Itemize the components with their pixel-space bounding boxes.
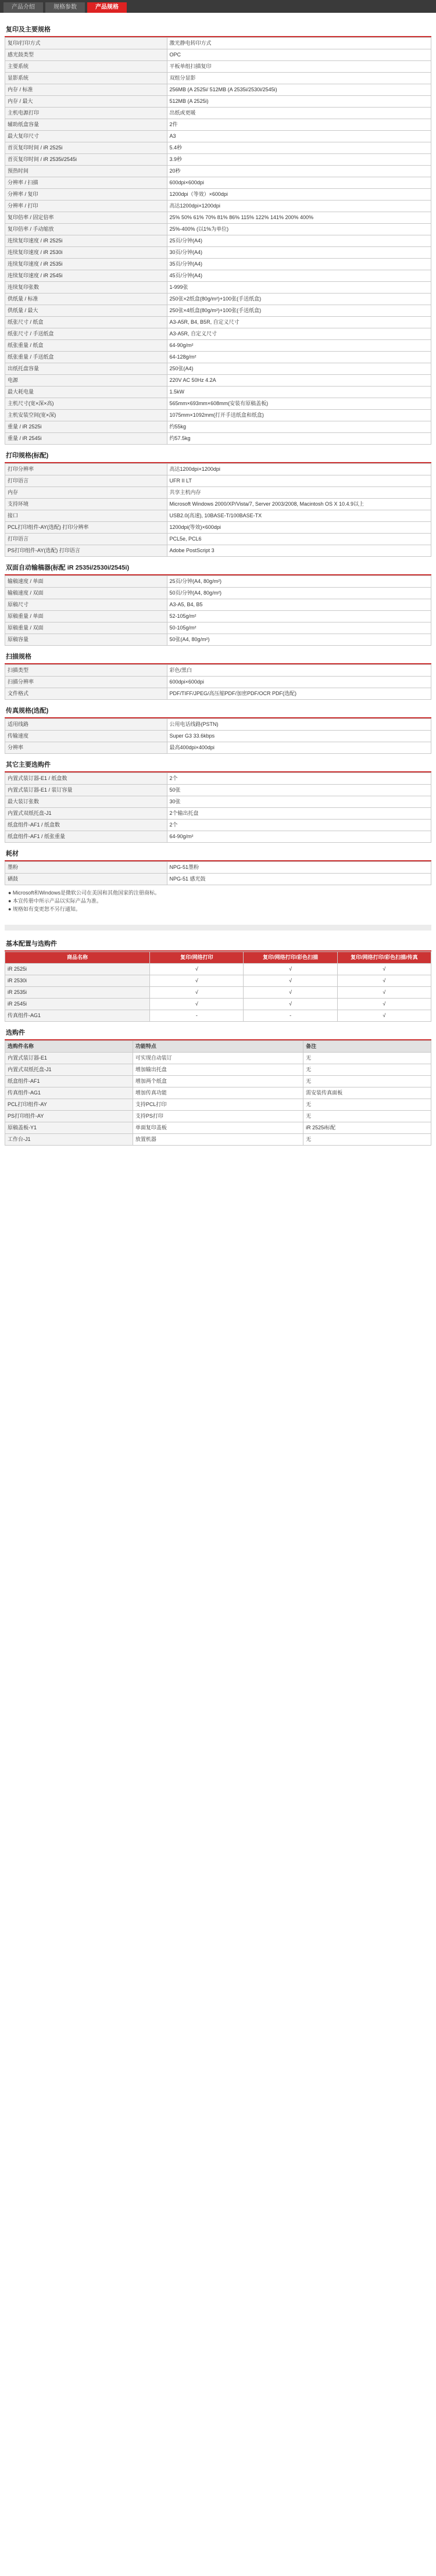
- row-label: 支持环境: [5, 499, 167, 510]
- row-value: 64-128g/m²: [167, 352, 431, 363]
- row-value: 2件: [167, 119, 431, 131]
- row-value: -: [244, 1010, 337, 1022]
- row-value: 25页/分钟(A4): [167, 235, 431, 247]
- row-label: 输稿速度 / 双面: [5, 588, 167, 599]
- row-value: 公用电话线路(PSTN): [167, 719, 431, 731]
- row-label: 纸张重量 / 纸盒: [5, 340, 167, 352]
- table-row: [5, 499, 431, 510]
- summary-header-cell: 商品名称: [5, 952, 150, 964]
- row-value: 无: [303, 1064, 431, 1076]
- row-value: 彩色/黑白: [167, 665, 431, 677]
- row-label: 复印倍率 / 固定倍率: [5, 212, 167, 224]
- opt-header-cell: 选购件名称: [5, 1041, 133, 1053]
- row-value: 放置机器: [133, 1134, 303, 1146]
- row-value: 增加输出托盘: [133, 1064, 303, 1076]
- table-row: [5, 475, 431, 487]
- row-value: 双组分显影: [167, 73, 431, 84]
- table-row: [5, 1111, 431, 1122]
- row-label: 内置式双纸托盘-J1: [5, 808, 167, 820]
- table-row: [5, 282, 431, 294]
- table-row: [5, 108, 431, 119]
- row-value: 高达1200dpi×1200dpi: [167, 201, 431, 212]
- row-label: 打印语言: [5, 534, 167, 545]
- row-value: PDF/TIFF/JPEG/高压缩PDF/加密PDF/OCR PDF(选配): [167, 688, 431, 700]
- table-row: [5, 808, 431, 820]
- row-label: iR 2530i: [5, 975, 150, 987]
- table-row: [5, 987, 431, 999]
- row-label: iR 2545i: [5, 999, 150, 1010]
- row-value: A3-A5, B4, B5: [167, 599, 431, 611]
- row-value: √: [337, 975, 431, 987]
- table-row: [5, 328, 431, 340]
- table-row: [5, 235, 431, 247]
- table-row: [5, 634, 431, 646]
- table-row: [5, 119, 431, 131]
- table-row: [5, 38, 431, 49]
- row-value: 共享主机内存: [167, 487, 431, 499]
- row-label: 连续复印速度 / iR 2530i: [5, 247, 167, 259]
- row-label: 首页复印时间 / iR 2525i: [5, 142, 167, 154]
- table-row: [5, 464, 431, 475]
- table-row: [5, 166, 431, 177]
- table-row: [5, 1076, 431, 1087]
- table-row: [5, 317, 431, 328]
- row-value: 最高400dpi×400dpi: [167, 742, 431, 754]
- row-label: 内存 / 标准: [5, 84, 167, 96]
- row-label: 墨粉: [5, 862, 167, 874]
- row-label: 传输速度: [5, 731, 167, 742]
- row-label: 内存 / 最大: [5, 96, 167, 108]
- content: [0, 13, 436, 1146]
- tab-bar: [0, 0, 436, 13]
- row-label: 电源: [5, 375, 167, 387]
- row-label: 原稿盖板-Y1: [5, 1122, 133, 1134]
- table-row: [5, 588, 431, 599]
- footnote: ● 规格如有变更恕不另行通知。: [8, 906, 81, 912]
- table-row: [5, 665, 431, 677]
- row-label: iR 2535i: [5, 987, 150, 999]
- row-value: 单面复印盖板: [133, 1122, 303, 1134]
- row-value: 30张: [167, 796, 431, 808]
- row-value: 512MB (A 2525i): [167, 96, 431, 108]
- table-row: [5, 340, 431, 352]
- row-value: 64-90g/m²: [167, 831, 431, 843]
- table-row: [5, 599, 431, 611]
- row-label: 扫描分辨率: [5, 677, 167, 688]
- print-section-title: 打印规格(标配): [5, 448, 431, 463]
- row-label: 内存: [5, 487, 167, 499]
- row-value: 50页/分钟(A4, 80g/m²): [167, 588, 431, 599]
- row-label: 主机尺寸(宽×深×高): [5, 398, 167, 410]
- row-label: 最大复印尺寸: [5, 131, 167, 142]
- row-value: 45页/分钟(A4): [167, 270, 431, 282]
- table-row: [5, 61, 431, 73]
- table-row: [5, 964, 431, 975]
- row-value: A3-A5R, 自定义尺寸: [167, 328, 431, 340]
- row-value: 52-105g/m²: [167, 611, 431, 622]
- row-label: 感光鼓类型: [5, 49, 167, 61]
- row-label: 内置式装订器-E1 / 纸盒数: [5, 773, 167, 785]
- supply-section-title: 耗材: [5, 846, 431, 861]
- row-value: UFR II LT: [167, 475, 431, 487]
- row-label: 纸张重量 / 手送纸盒: [5, 352, 167, 363]
- table-row: [5, 259, 431, 270]
- summary-header-cell: 复印/网络打印/彩色扫描/传真: [337, 952, 431, 964]
- summary-header-cell: 复印/网络打印: [150, 952, 244, 964]
- row-value: Microsoft Windows 2000/XP/Vista/7, Server 2003/2008, Macintosh OS X 10.4.9以上: [167, 499, 431, 510]
- table-row: [5, 731, 431, 742]
- table-row: [5, 534, 431, 545]
- row-value: 无: [303, 1076, 431, 1087]
- summary-table: [5, 951, 431, 1022]
- row-label: 连续复印张数: [5, 282, 167, 294]
- row-value: 2个: [167, 773, 431, 785]
- row-value: 64-90g/m²: [167, 340, 431, 352]
- table-row: [5, 874, 431, 885]
- row-value: 无: [303, 1111, 431, 1122]
- row-value: √: [150, 999, 244, 1010]
- row-value: 25% 50% 61% 70% 81% 86% 115% 122% 141% 200% 400%: [167, 212, 431, 224]
- row-label: 传真组件-AG1: [5, 1087, 133, 1099]
- row-value: 平板单组扫描复印: [167, 61, 431, 73]
- tab-product-intro[interactable]: 产品介绍: [3, 2, 43, 13]
- table-row: [5, 688, 431, 700]
- row-label: 分辨率 / 复印: [5, 189, 167, 201]
- table-row: [5, 433, 431, 445]
- row-value: 250张(A4): [167, 363, 431, 375]
- row-value: 250张×4纸盒(80g/m²)+100张(手送纸盒): [167, 305, 431, 317]
- row-value: 50张: [167, 785, 431, 796]
- row-value: 需安装传真面板: [303, 1087, 431, 1099]
- row-value: 出纸或更暖: [167, 108, 431, 119]
- row-value: NPG-51 感光鼓: [167, 874, 431, 885]
- row-label: 原稿容量: [5, 634, 167, 646]
- row-label: iR 2525i: [5, 964, 150, 975]
- row-value: 约57.5kg: [167, 433, 431, 445]
- row-value: 220V AC 50Hz 4.2A: [167, 375, 431, 387]
- row-value: 高达1200dpi×1200dpi: [167, 464, 431, 475]
- row-value: √: [337, 987, 431, 999]
- table-row: [5, 154, 431, 166]
- table-row: [5, 410, 431, 421]
- table-row: [5, 831, 431, 843]
- table-row: [5, 201, 431, 212]
- row-label: 分辨率 / 扫描: [5, 177, 167, 189]
- table-row: [5, 487, 431, 499]
- table-row: [5, 1134, 431, 1146]
- row-label: PS打印组件-AY: [5, 1111, 133, 1122]
- table-row: [5, 862, 431, 874]
- row-label: 文件格式: [5, 688, 167, 700]
- table-row: [5, 270, 431, 282]
- row-value: A3-A5R, B4, B5R, 自定义尺寸: [167, 317, 431, 328]
- row-value: √: [244, 999, 337, 1010]
- table-row: [5, 1064, 431, 1076]
- row-value: √: [150, 975, 244, 987]
- table-row: [5, 84, 431, 96]
- row-label: 纸张尺寸 / 纸盒: [5, 317, 167, 328]
- row-label: 原稿重量 / 单面: [5, 611, 167, 622]
- table-row: [5, 294, 431, 305]
- row-value: -: [150, 1010, 244, 1022]
- table-row: [5, 212, 431, 224]
- row-label: 复印倍率 / 手动缩放: [5, 224, 167, 235]
- row-value: 35页/分钟(A4): [167, 259, 431, 270]
- row-value: √: [244, 975, 337, 987]
- row-value: 30页/分钟(A4): [167, 247, 431, 259]
- row-label: 最大装订张数: [5, 796, 167, 808]
- table-row: [5, 352, 431, 363]
- row-value: 增加传真功能: [133, 1087, 303, 1099]
- tab-spec-params[interactable]: 规格参数: [45, 2, 85, 13]
- row-value: 1200dpi(等效)×600dpi: [167, 522, 431, 534]
- row-label: 辅助纸盒容量: [5, 119, 167, 131]
- row-label: 出纸托盘容量: [5, 363, 167, 375]
- row-label: 纸盒组件-AF1 / 纸盒数: [5, 820, 167, 831]
- summary-header-cell: 复印/网络打印/彩色扫描: [244, 952, 337, 964]
- table-row: [5, 224, 431, 235]
- table-row: [5, 576, 431, 588]
- spec-section-title: 复印及主要规格: [5, 22, 431, 37]
- row-label: 最大耗电量: [5, 387, 167, 398]
- fax-section-title: 传真规格(选配): [5, 703, 431, 718]
- row-value: 约55kg: [167, 421, 431, 433]
- scan2-section-title: 扫描规格: [5, 649, 431, 664]
- table-row: [5, 177, 431, 189]
- row-label: 分辨率 / 打印: [5, 201, 167, 212]
- row-value: 5.4秒: [167, 142, 431, 154]
- row-value: 激光静电转印方式: [167, 38, 431, 49]
- row-label: 内置式装订器-E1: [5, 1053, 133, 1064]
- scan-table: [5, 575, 431, 646]
- row-value: √: [244, 987, 337, 999]
- table-row: [5, 96, 431, 108]
- row-value: 1.5kW: [167, 387, 431, 398]
- table-row: [5, 189, 431, 201]
- row-label: 预热时间: [5, 166, 167, 177]
- row-label: 连续复印速度 / iR 2525i: [5, 235, 167, 247]
- scan-section-title: 双面自动输稿器(标配 iR 2535i/2530i/2545i): [5, 560, 431, 575]
- row-label: 纸盒组件-AF1: [5, 1076, 133, 1087]
- table-row: [5, 796, 431, 808]
- row-label: 复印/打印方式: [5, 38, 167, 49]
- row-value: 50-105g/m²: [167, 622, 431, 634]
- table-row: [5, 1099, 431, 1111]
- row-value: 3.9秒: [167, 154, 431, 166]
- table-row: [5, 363, 431, 375]
- row-label: 打印语言: [5, 475, 167, 487]
- row-value: 256MB (A 2525i/ 512MB (A 2535i/2530i/2545i): [167, 84, 431, 96]
- row-label: 原稿重量 / 双面: [5, 622, 167, 634]
- table-row: [5, 975, 431, 987]
- other-section-title: 其它主要选购件: [5, 757, 431, 772]
- row-label: 传真组件-AG1: [5, 1010, 150, 1022]
- row-label: 首页复印时间 / iR 2535i/2545i: [5, 154, 167, 166]
- row-label: 重量 / iR 2525i: [5, 421, 167, 433]
- row-value: 1200dpi（等效）×600dpi: [167, 189, 431, 201]
- table-row: [5, 999, 431, 1010]
- row-value: USB2.0(高速), 10BASE-T/100BASE-TX: [167, 510, 431, 522]
- row-value: PCL5e, PCL6: [167, 534, 431, 545]
- row-value: 50张(A4, 80g/m²): [167, 634, 431, 646]
- row-label: 内置式双纸托盘-J1: [5, 1064, 133, 1076]
- print-table: [5, 463, 431, 557]
- row-value: A3: [167, 131, 431, 142]
- table-row: [5, 1087, 431, 1099]
- row-value: iR 2525i标配: [303, 1122, 431, 1134]
- tab-product-spec[interactable]: 产品规格: [87, 2, 127, 13]
- table-row: [5, 611, 431, 622]
- row-value: 250张×2纸盒(80g/m²)+100张(手送纸盒): [167, 294, 431, 305]
- section-divider: [5, 925, 431, 931]
- row-value: √: [337, 999, 431, 1010]
- scan2-table: [5, 664, 431, 700]
- table-row: [5, 742, 431, 754]
- row-value: Super G3 33.6kbps: [167, 731, 431, 742]
- row-label: 主机安装空间(宽×深): [5, 410, 167, 421]
- row-label: 纸张尺寸 / 手送纸盒: [5, 328, 167, 340]
- table-row: [5, 785, 431, 796]
- row-label: 内置式装订器-E1 / 装订容量: [5, 785, 167, 796]
- row-label: 供纸量 / 标准: [5, 294, 167, 305]
- summary-section-title: 基本配置与选购件: [5, 936, 431, 951]
- row-value: 无: [303, 1099, 431, 1111]
- table-row: [5, 305, 431, 317]
- spec-table: [5, 37, 431, 445]
- table-row: [5, 421, 431, 433]
- options-table: [5, 1040, 431, 1146]
- row-label: 主要系统: [5, 61, 167, 73]
- table-row: [5, 1053, 431, 1064]
- table-row: [5, 375, 431, 387]
- table-row: [5, 247, 431, 259]
- row-label: PCL打印组件-AY: [5, 1099, 133, 1111]
- row-label: 显影系统: [5, 73, 167, 84]
- row-value: 1-999张: [167, 282, 431, 294]
- row-label: 供纸量 / 最大: [5, 305, 167, 317]
- table-row: [5, 545, 431, 557]
- table-row: [5, 510, 431, 522]
- table-row: [5, 131, 431, 142]
- row-value: 20秒: [167, 166, 431, 177]
- row-value: 可实现自动装订: [133, 1053, 303, 1064]
- row-value: NPG-51墨粉: [167, 862, 431, 874]
- table-row: [5, 522, 431, 534]
- row-value: √: [337, 964, 431, 975]
- row-label: 硒鼓: [5, 874, 167, 885]
- table-row: [5, 719, 431, 731]
- row-value: 25%-400% (以1%为单位): [167, 224, 431, 235]
- row-label: 连续复印速度 / iR 2535i: [5, 259, 167, 270]
- row-label: 分辨率: [5, 742, 167, 754]
- fax-table: [5, 718, 431, 754]
- row-value: 增加两个纸盒: [133, 1076, 303, 1087]
- row-value: 600dpi×600dpi: [167, 177, 431, 189]
- table-row: [5, 1122, 431, 1134]
- row-value: 支持PCL打印: [133, 1099, 303, 1111]
- table-row: [5, 677, 431, 688]
- table-row: [5, 142, 431, 154]
- table-row: [5, 73, 431, 84]
- row-value: 2个输出托盘: [167, 808, 431, 820]
- row-label: 适用线路: [5, 719, 167, 731]
- row-value: 600dpi×600dpi: [167, 677, 431, 688]
- table-row: [5, 398, 431, 410]
- row-label: 扫描类型: [5, 665, 167, 677]
- table-row: [5, 820, 431, 831]
- row-value: OPC: [167, 49, 431, 61]
- table-row: [5, 1010, 431, 1022]
- row-label: 连续复印速度 / iR 2545i: [5, 270, 167, 282]
- table-row: [5, 622, 431, 634]
- opt-header-cell: 备注: [303, 1041, 431, 1053]
- row-value: √: [337, 1010, 431, 1022]
- row-label: 原稿尺寸: [5, 599, 167, 611]
- row-value: 无: [303, 1053, 431, 1064]
- footnote: ● Microsoft和Windows是微软公司在美国和其他国家的注册商标。: [8, 890, 160, 896]
- row-value: 支持PS打印: [133, 1111, 303, 1122]
- row-value: √: [150, 987, 244, 999]
- footnotes: [5, 885, 431, 919]
- row-label: 打印分辨率: [5, 464, 167, 475]
- row-value: √: [150, 964, 244, 975]
- table-row: [5, 49, 431, 61]
- row-label: 接口: [5, 510, 167, 522]
- opt-header-cell: 功能特点: [133, 1041, 303, 1053]
- opt-section-title: 选购件: [5, 1025, 431, 1040]
- row-value: 25页/分钟(A4, 80g/m²): [167, 576, 431, 588]
- table-row: [5, 387, 431, 398]
- supply-table: [5, 861, 431, 885]
- row-label: PS打印组件-AY(选配) 打印语言: [5, 545, 167, 557]
- row-value: 2个: [167, 820, 431, 831]
- footnote: ● 本宣传册中所示产品以实际产品为准。: [8, 898, 102, 904]
- table-row: [5, 773, 431, 785]
- row-value: √: [244, 964, 337, 975]
- row-label: PCL打印组件-AY(选配) 打印分辨率: [5, 522, 167, 534]
- row-label: 主机电源打印: [5, 108, 167, 119]
- row-value: 1075mm×1092mm(打开手送纸盒和纸盒): [167, 410, 431, 421]
- row-label: 工作台-J1: [5, 1134, 133, 1146]
- row-label: 重量 / iR 2545i: [5, 433, 167, 445]
- row-value: 无: [303, 1134, 431, 1146]
- row-value: Adobe PostScript 3: [167, 545, 431, 557]
- row-value: 565mm×693mm×608mm(安装有原稿盖板): [167, 398, 431, 410]
- row-label: 输稿速度 / 单面: [5, 576, 167, 588]
- other-table: [5, 772, 431, 843]
- row-label: 纸盒组件-AF1 / 纸张重量: [5, 831, 167, 843]
